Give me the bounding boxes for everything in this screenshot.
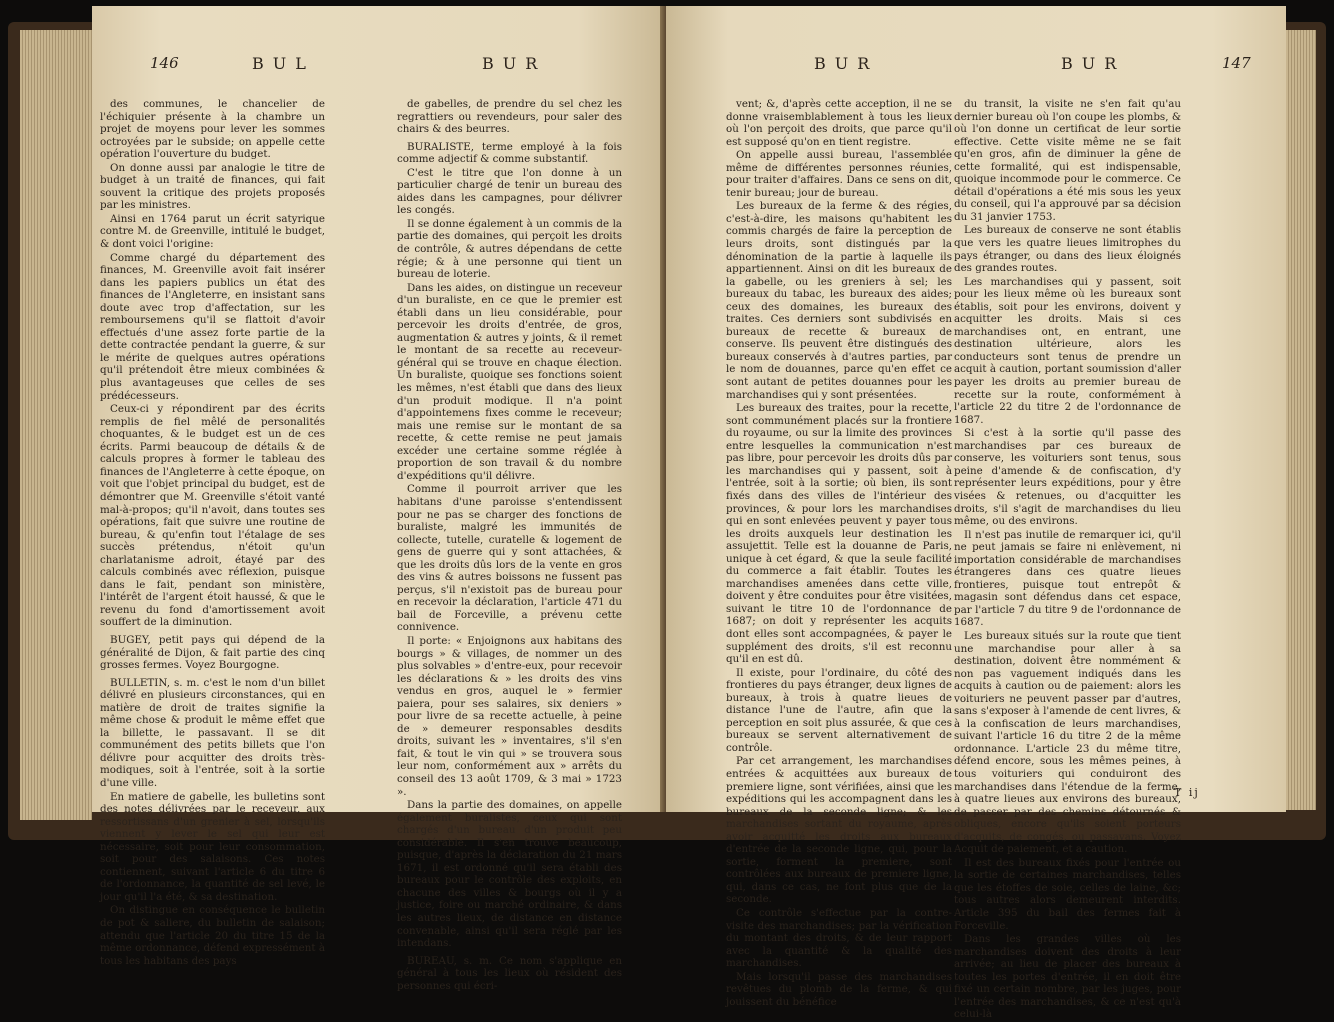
paragraph: C'est le titre que l'on donne à un particulier chargé de tenir un bureau des aides dans les campagnes, pour délivrer les congés. [397,166,622,217]
paragraph: Les bureaux de la ferme & des régies, c'est-à-dire, les maisons qu'habitent les commis chargés de faire la perception de leurs droits, sont distingués par la dénomination de la partie à laquelle ils appartiennent. Ainsi on dit les bureaux de la gabelle, ou les greniers à sel; les bureaux du tabac, les bureaux des aides; ceux des domaines, les bureaux des traites. Ces derniers sont subdivisés en bureaux de recette & bureaux de conserve. Ils peuvent être distingués des bureaux conservés à d'autres parties, par le nom de douannes, parce qu'en effet ce sont autant de petites douannes pour les marchandises qui y sont présentées. [726,200,952,401]
paragraph: Ce contrôle s'effectue par la contre-visite des marchandises; par la vérification du montant des droits, & de leur rapport avec la quantité & la qualité des marchandises. [726,907,952,970]
paragraph: Il est des bureaux fixés pour l'entrée ou la sortie de certaines marchandises, telles que les étoffes de soie, celles de laine, &c; tous autres alors demeurent interdits. Article 395 du bail des fermes fait à Forceville. [954,856,1181,932]
paragraph: Il se donne également à un commis de la partie des domaines, qui perçoit les droits de contrôle, & autres dépendans de cette régie; & à une personne qui tient un bureau de loterie. [397,217,622,281]
paragraph: On distingue en conséquence le bulletin de pot & saliere, du bulletin de salaison; attendu que l'article 20 du titre 15 de la même ordonnance, défend expressément à tous les habitans des pays [100,904,325,967]
paragraph: Par cet arrangement, les marchandises entrées & acquittées aux bureaux de premiere ligne, sont vérifiées, ainsi que les expéditions qui les accompagnent dans les bureaux de la seconde ligne; & les marchandises sortant du royaume, après avoir acquitté les droits aux bureaux d'entrée de la seconde ligne, qui, pour la sortie, forment la premiere, sont contrôlées aux bureaux de premiere ligne, qui, dans ce cas, ne font plus que de la seconde. [726,755,952,906]
page-number: 146 [150,54,179,72]
paragraph: Les bureaux situés sur la route que tient une marchandise pour aller à sa destination, doivent être nommément & non pas vaguement indiqués dans les acquits à caution ou de paiement: alors les voituriers ne peuvent passer par d'autres, sans s'exposer à l'amende de cent livres, & à la confiscation de leurs marchandises, suivant l'article 16 du titre 2 de la même ordonnance. L'article 23 du même titre, défend encore, sous les mêmes peines, à tous voituriers qui conduiront des marchandises dans l'étendue de la ferme, à quatre lieues aux environs des bureaux, de passer par des chemins détournés & obliques, encore qu'ils soient porteurs d'acquits, de congés, ou passavans. Voyez Acquit de paiement, et a caution. [954,629,1181,856]
paragraph: des communes, le chancelier de l'échiquier présente à la chambre un projet de moyens pour lever les sommes octroyées par le subside; on appelle cette opération l'ouverture du budget. [100,98,325,161]
text-column-1 [726,98,952,1009]
paragraph: du transit, la visite ne s'en fait qu'au dernier bureau où l'on coupe les plombs, & où l'on donne un certificat de leur sortie effective. Cette visite même ne se fait qu'en gros, afin de diminuer la gêne de cette formalité, qui est indispensable, quoique incommode pour le commerce. Ce détail d'opérations a été mis sous les yeux du conseil, qui l'a approuvé par sa décision du 31 janvier 1753. [954,98,1181,223]
paragraph: Dans les grandes villes où les marchandises doivent des droits à leur arrivée; au lieu de placer des bureaux à toutes les portes d'entrée, il en doit être fixé un certain nombre, par les juges, pour l'entrée des marchandises, & ce n'est qu'à celui-là [954,933,1181,1021]
paragraph: Les bureaux des traites, pour la recette, sont communément placés sur la frontiere du royaume, ou sur la limite des provinces entre lesquelles la communication n'est pas libre, pour percevoir les droits dûs par les marchandises qui y passent, soit à l'entrée, soit à la sortie; où bien, ils sont fixés dans des villes de l'intérieur des provinces, & pour lors les marchandises qui en sont enlevées peuvent y payer tous les droits auxquels leur destination les assujettit. Telle est la douanne de Paris, unique à cet égard, & que la seule facilité du commerce a fait établir. Toutes les marchandises amenées dans cette ville, doivent y être conduites pour être visitées, suivant le titre 10 de l'ordonnance de 1687; on doit y représenter les acquits dont elles sont accompagnées, & payer le supplément des droits, s'il est reconnu qu'il en est dû. [726,402,952,666]
paragraph: Comme chargé du département des finances, M. Greenville avoit fait insérer dans les papiers publics un état des finances de l'Angleterre, en insistant sans doute avec trop d'affectation, sur les remboursemens qu'il se flattoit d'avoir effectués d'une assez forte partie de la dette contractée pendant la guerre, & sur le mérite de quelques autres opérations qu'il prétendoit être mieux combinées & plus avantageuses que celles de ses prédécesseurs. [100,251,325,402]
paragraph: Les marchandises qui y passent, soit pour les lieux même où les bureaux sont établis, soit pour les environs, doivent y acquitter les droits. Mais si ces marchandises ont, en entrant, une destination ultérieure, alors les conducteurs sont tenus de prendre un acquit à caution, portant soumission d'aller payer les droits au premier bureau de recette sur la route, conformément à l'article 22 du titre 2 de l'ordonnance de 1687. [954,275,1181,426]
paragraph: Ainsi en 1764 parut un écrit satyrique contre M. de Greenville, intitulé le budget, & dont voici l'origine: [100,212,325,251]
running-header-left: BUL [252,54,315,73]
page-edges-right [1286,30,1316,810]
paragraph: Dans la partie des domaines, on appelle également buralistes, ceux qui sont chargés d'un bureau d'un produit peu considérable. Il s'en trouve beaucoup, puisque, d'après la déclaration du 21 mars 1671, il est ordonné qu'il sera établi des bureaux pour le contrôle des exploits, en chacune des villes & bourgs où il y a justice, foire ou marché ordinaire, & dans les autres lieux, de distance en distance convenable, ainsi qu'il sera réglé par les intendans. [397,799,622,950]
text-column-2 [954,98,1181,1022]
left-page [92,6,664,992]
signature-mark: T ij [1174,786,1200,799]
paragraph: BURALISTE, terme employé à la fois comme adjectif & comme substantif. [397,140,622,166]
paragraph: Ceux-ci y répondirent par des écrits remplis de fiel mêlé de personalités choquantes, & le budget est un de ces écrits. Parmi beaucoup de détails & de calculs propres à former le tableau des finances de l'Angleterre à cette époque, on voit que l'objet principal du budget, est de démontrer que M. Greenville s'étoit vanté mal-à-propos; qu'il n'avoit, dans toutes ses opérations, fait que suivre une routine de bureau, & qu'enfin tout l'étalage de ses succès prétendus, n'étoit qu'un charlatanisme adroit, étayé par des calculs combinés avec réflexion, puisque dans le fait, pendant son ministère, l'intérêt de l'argent étoit haussé, & que le revenu du fond d'amortissement avoit souffert de la diminution. [100,403,325,629]
page-edges-left [20,30,92,820]
paragraph: vent; &, d'après cette acception, il ne se donne vraisemblablement à tous les lieux où l'on perçoit des droits, que parce qu'il est supposé qu'on en tient registre. [726,98,952,148]
paragraph: Il porte: « Enjoignons aux habitans des bourgs » & villages, de nommer un des plus solvables » d'entre-eux, pour recevoir les déclarations & » les droits des vins vendus en gros, auquel le » fermier paiera, pour ses salaires, six deniers » pour livre de sa recette actuelle, à peine de » demeurer responsables desdits droits, suivant les » inventaires, s'il s'en fait, & tout le vin qui » se trouvera sous leur nom, conformément aux » arrêts du conseil des 13 août 1709, & 3 mai » 1723 ». [397,634,622,798]
paragraph: Les bureaux de conserve ne sont établis que vers les quatre lieues limitrophes du pays étranger, ou dans des lieux éloignés des grandes routes. [954,224,1181,275]
paragraph: On appelle aussi bureau, l'assemblée même de différentes personnes réunies, pour traiter d'affaires. Dans ce sens on dit, tenir bureau; jour de bureau. [726,149,952,199]
running-header-right: BUR [1061,54,1126,73]
paragraph: BUGEY, petit pays qui dépend de la généralité de Dijon, & fait partie des cinq grosses fermes. Voyez Bourgogne. [100,633,325,672]
paragraph: Dans les aides, on distingue un receveur d'un buraliste, en ce que le premier est établi dans un lieu considérable, pour percevoir les droits d'entrée, de gros, augmentation & autres y joints, & il remet le montant de sa recette au receveur-général qui se trouve en chaque élection. Un buraliste, quoique ses fonctions soient les mêmes, n'est établi que dans des lieux d'un produit modique. Il n'a point d'appointemens fixes comme le receveur; mais une remise sur le montant de sa recette, & cette remise ne peut jamais excéder une certaine somme réglée à proportion de son travail & du nombre d'expéditions qu'il délivre. [397,281,622,482]
running-header-right: BUR [482,54,547,73]
text-column-1 [100,98,325,968]
paragraph: En matiere de gabelle, les bulletins sont des notes délivrées par le receveur, aux ressortissans d'un grenier à sel, lorsqu'ils viennent y lever le sel qui leur est nécessaire, soit pour leur consommation, soit pour des salaisons. Ces notes contiennent, suivant l'article 6 du titre 6 de l'ordonnance, la quantité de sel levé, le jour qu'il l'a été, & sa destination. [100,790,325,903]
page-number: 147 [1222,54,1251,72]
paragraph: Il n'est pas inutile de remarquer ici, qu'il ne peut jamais se faire ni enlèvement, ni importation considérable de marchandises étrangeres dans ces quatre lieues frontieres, puisque tout entrepôt & magasin sont défendus dans cet espace, par l'article 7 du titre 9 de l'ordonnance de 1687. [954,528,1181,629]
paragraph: de gabelles, de prendre du sel chez les regrattiers ou revendeurs, pour saler des chairs & des beurres. [397,98,622,136]
paragraph: Si c'est à la sortie qu'il passe des marchandises par ces bureaux de conserve, les voituriers sont tenus, sous peine d'amende & de confiscation, d'y représenter leurs expéditions, pour y être visées & retenues, ou d'acquitter les droits, s'il s'agit de marchandises du lieu même, ou des environs. [954,427,1181,528]
right-page [666,6,1286,1021]
running-header-left: BUR [814,54,879,73]
paragraph: BUREAU, s. m. Ce nom s'applique en général à tous les lieux où résident des personnes qui écri- [397,954,622,992]
paragraph: Mais lorsqu'il passe des marchandises revêtues du plomb de la ferme, & qui jouissent du bénéfice [726,970,952,1008]
paragraph: On donne aussi par analogie le titre de budget à un traité de finances, qui fait souvent la critique des projets proposés par les ministres. [100,161,325,212]
paragraph: Il existe, pour l'ordinaire, du côté des frontieres du pays étranger, deux lignes de bureaux, à trois à quatre lieues de distance l'une de l'autre, afin que la perception en soit plus assurée, & que ces bureaux se servent alternativement de contrôle. [726,666,952,754]
paragraph: BULLETIN, s. m. c'est le nom d'un billet délivré en plusieurs circonstances, qui en matière de droit de traites signifie la même chose & produit le même effet que la billette, le passavant. Il se dit communément des petits billets que l'on délivre pour acquitter des droits très-modiques, soit à l'entrée, soit à la sortie d'une ville. [100,676,325,789]
text-column-2 [397,98,622,993]
paragraph: Comme il pourroit arriver que les habitans d'une paroisse s'entendissent pour ne pas se charger des fonctions de buraliste, malgré les immunités de collecte, tutelle, curatelle & logement de gens de guerre qui y sont attachées, & que les droits dûs lors de la vente en gros des vins & autres boissons ne fussent pas perçus, s'il n'existoit pas de bureau pour en recevoir la déclaration, l'article 471 du bail de Forceville, a prévenu cette connivence. [397,483,622,634]
